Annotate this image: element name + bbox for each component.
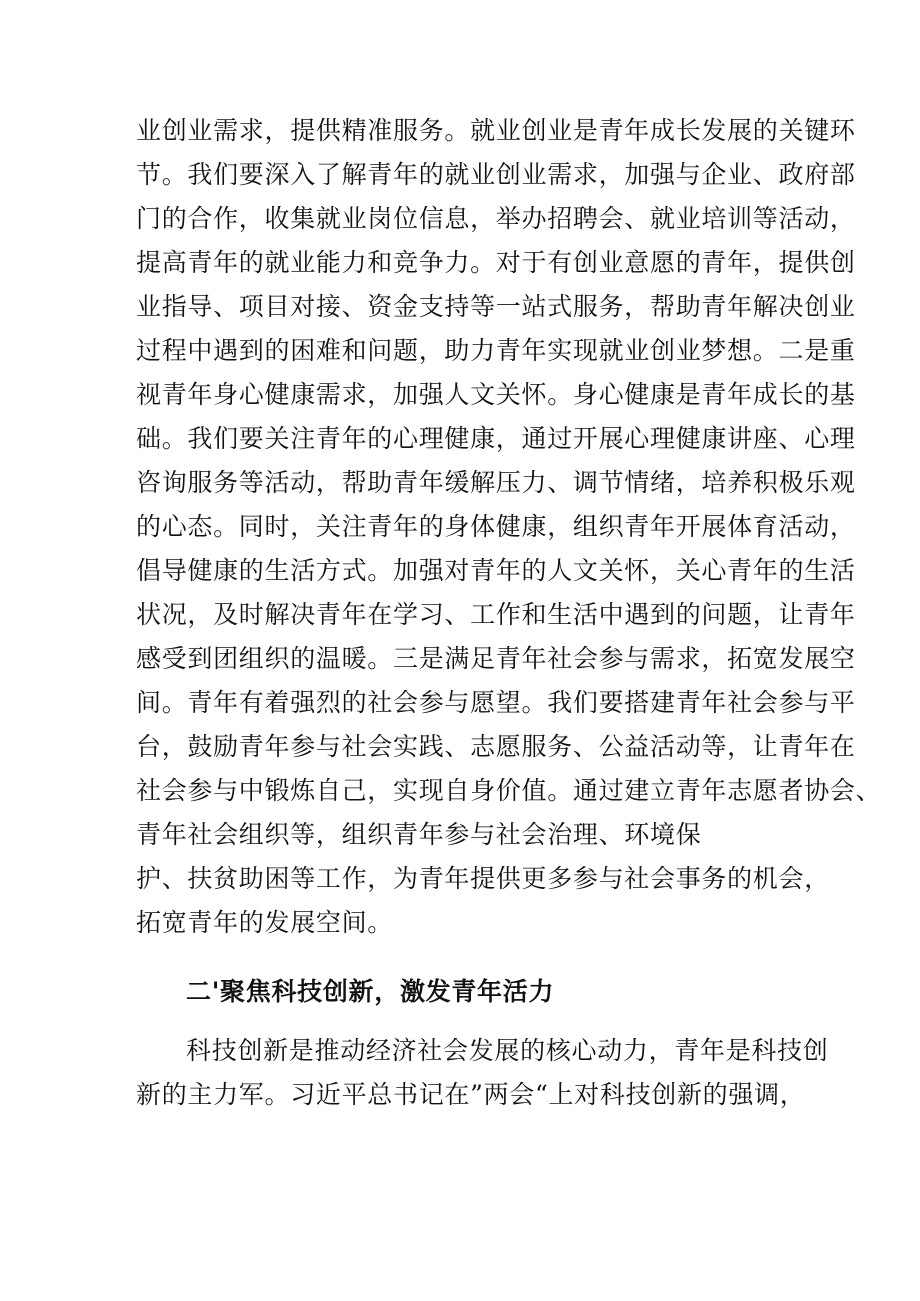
body-line-7: 视青年身心健康需求，加强人文关怀。身心健康是青年成长的基 (136, 380, 856, 409)
body-line-3: 门的合作，收集就业岗位信息，举办招聘会、就业培训等活动， (136, 204, 856, 233)
body-line-11: 倡导健康的生活方式。加强对青年的人文关怀，关心青年的生活 (136, 556, 856, 585)
section-line-2: 新的主力军。习近平总书记在”两会“上对科技创新的强调， (136, 1080, 806, 1109)
body-line-9: 咨询服务等活动，帮助青年缓解压力、调节情绪，培养积极乐观 (136, 468, 856, 497)
body-line-10: 的心态。同时，关注青年的身体健康，组织青年开展体育活动， (136, 512, 856, 541)
body-line-16: 社会参与中锻炼自己，实现自身价值。通过建立青年志愿者协会、 (136, 776, 882, 805)
section-line-1: 科技创新是推动经济社会发展的核心动力，青年是科技创 (186, 1036, 829, 1065)
body-line-1: 业创业需求，提供精准服务。就业创业是青年成长发展的关键环 (136, 116, 856, 145)
body-line-19: 拓宽青年的发展空间。 (136, 908, 394, 937)
body-line-2: 节。我们要深入了解青年的就业创业需求，加强与企业、政府部 (136, 160, 856, 189)
body-line-8: 础。我们要关注青年的心理健康，通过开展心理健康讲座、心理 (136, 424, 856, 453)
body-line-13: 感受到团组织的温暖。三是满足青年社会参与需求，拓宽发展空 (136, 644, 856, 673)
body-line-15: 台，鼓励青年参与社会实践、志愿服务、公益活动等，让青年在 (136, 732, 856, 761)
body-line-18: 护、扶贫助困等工作，为青年提供更多参与社会事务的机会， (136, 864, 830, 893)
body-line-17: 青年社会组织等，组织青年参与社会治理、环境保 (136, 820, 702, 849)
body-line-5: 业指导、项目对接、资金支持等一站式服务，帮助青年解决创业 (136, 292, 856, 321)
body-line-14: 间。青年有着强烈的社会参与愿望。我们要搭建青年社会参与平 (136, 688, 856, 717)
body-line-6: 过程中遇到的困难和问题，助力青年实现就业创业梦想。二是重 (136, 336, 856, 365)
body-line-12: 状况，及时解决青年在学习、工作和生活中遇到的问题，让青年 (136, 600, 856, 629)
section-heading: 二'聚焦科技创新，激发青年活力 (186, 977, 555, 1006)
body-line-4: 提高青年的就业能力和竞争力。对于有创业意愿的青年，提供创 (136, 248, 856, 277)
